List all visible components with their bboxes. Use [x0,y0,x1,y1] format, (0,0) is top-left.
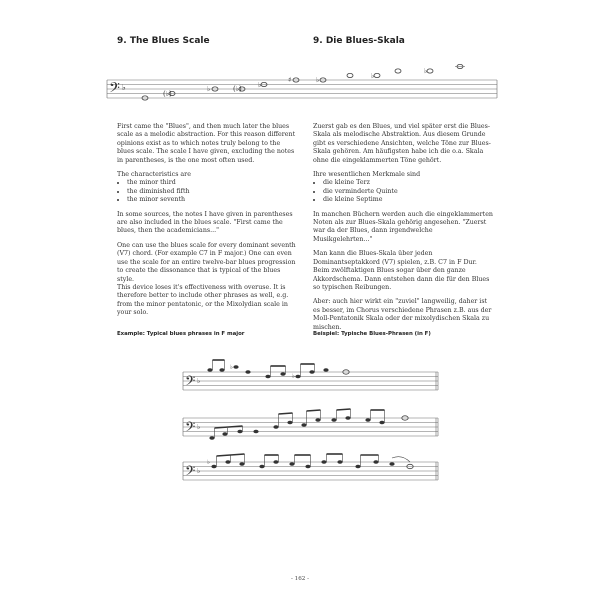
list-item: • die verminderte Quinte [323,188,493,196]
page-number: - 162 - [290,576,309,582]
heading-english: 9. The Blues Scale [117,36,210,46]
bass-clef-icon: 𝄢 [185,373,196,392]
svg-text:♭: ♭ [292,373,295,380]
en-paragraph-3: In some sources, the notes I have given in parentheses are also included in the blues scale. "First came the blues, then the academicians..." [117,210,293,235]
de-paragraph-5: Aber: auch hier wirkt ein "zuviel" langweilig, daher ist es besser, im Chorus verschiedene Phrasen z.B. aus der Moll-Pentatonik Skala oder der mixolydischen Skala zu mischen. [313,298,492,331]
accidental-6: ♯ [288,76,292,84]
de-paragraph-1: Zuerst gab es den Blues, und viel später erst die Blues-Skala als melodische Abstraktion. Aus diesem Grunde gibt es verschiedene Ansichten, welche Töne zur Blues-Skala gehören. Am häufigsten habe ich die o.a. Skala ohne die eingeklammerten Töne gehört. [313,123,491,164]
accidental-5: ♭ [316,76,320,84]
caption-english: Example: Typical blues phrases in F major [117,331,245,337]
de-paragraph-3: In manchen Büchern werden auch die eingeklammerten Noten als zur Blues-Skala gehörig angesehen. "Zuerst war da der Blues, dann irgendwelche Musikgelehrten..." [313,210,493,243]
list-item: • the minor seventh [127,196,299,204]
accidental-2: ♭ [207,85,211,93]
bass-clef-icon: 𝄢 [185,463,196,482]
accidental-7: ♭ [371,72,375,80]
en-paragraph-5: This device loses it's effectiveness with overuse. It is therefore better to include other phrases as well, e.g. from the minor pentatonic, or the Mixolydian scale in your solo. [117,283,289,317]
de-characteristics-intro: Ihre wesentlichen Merkmale sind [313,171,421,179]
bass-clef-icon: 𝄢 [185,419,196,438]
svg-text:♭: ♭ [207,459,210,466]
list-item: • die kleine Terz [323,179,493,187]
example-staff-3 [183,454,438,482]
bass-clef-icon: 𝄢 [109,80,120,100]
svg-text:♭: ♭ [197,377,201,385]
accidental-4: (♭) [233,85,242,93]
en-paragraph-1: First came the "Blues", and then much later the blues scale as a melodic abstraction. For this reason different opinions exist as to which notes truly belong to the blues scale. The scale I have given, excluding the notes in parentheses, is the one most often used. [117,123,296,164]
accidental-1: (♭) [163,90,172,98]
example-staff-1 [183,360,438,392]
svg-text:♭: ♭ [197,467,201,475]
example-staff-2 [183,409,438,440]
de-paragraph-4: Man kann die Blues-Skala über jeden Dominantseptakkord (V7) spielen, z.B. C7 in F Dur. Beim zwölftaktigen Blues sogar über den ganze Akkordschema. Dann entstehen dann die für den Blues so typischen Reibungen. [313,250,490,291]
en-paragraph-4: One can use the blues scale for every dominant seventh (V7) chord. (For example C7 in F major.) One can even use the scale for an entire twelve-bar blues progression to create the dissonance that is typical of the blues style. [117,241,296,283]
accidental-8: ♭ [424,67,428,75]
svg-text:♭: ♭ [122,83,126,92]
svg-text:♭: ♭ [230,364,233,371]
accidental-3: ♭ [258,81,262,89]
list-item: • die kleine Septime [323,196,493,204]
list-item: • the diminished fifth [127,188,299,196]
heading-german: 9. Die Blues-Skala [313,36,405,46]
en-characteristics-intro: The characteristics are [117,171,191,179]
list-item: • the minor third [127,179,299,187]
svg-text:♭: ♭ [197,423,201,431]
caption-german: Beispiel: Typische Blues-Phrasen (in F) [313,331,431,337]
